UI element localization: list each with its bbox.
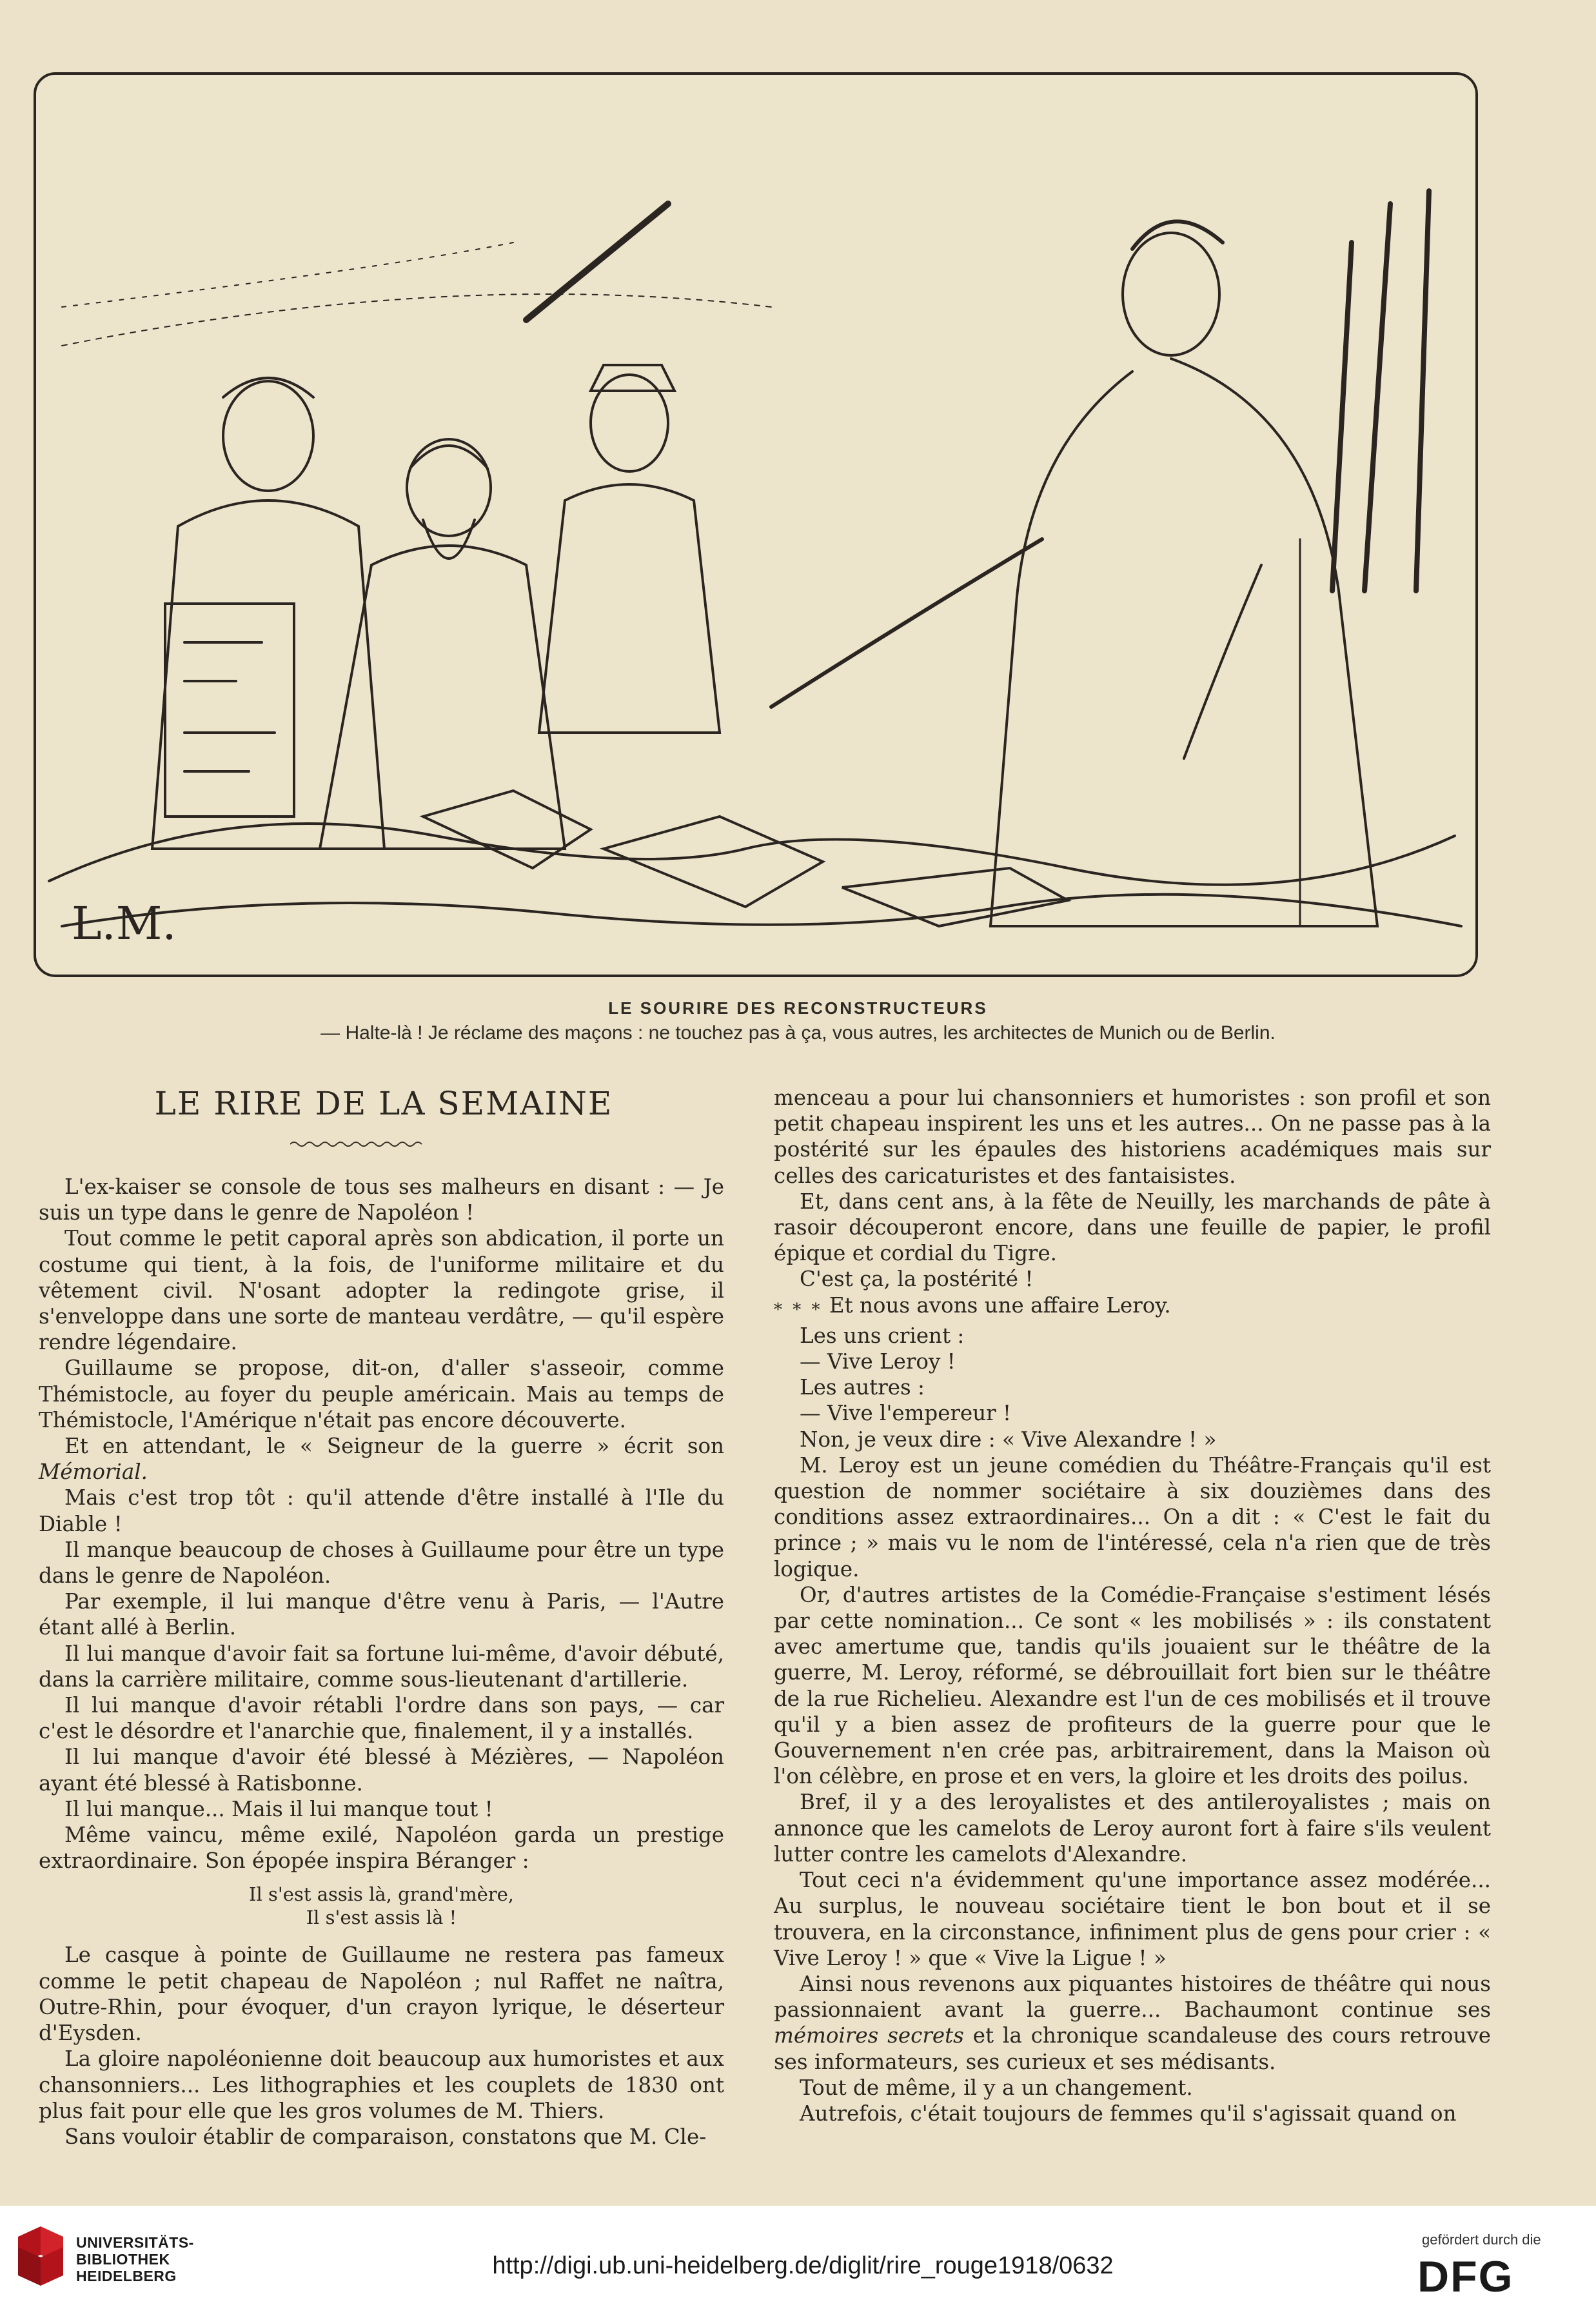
paragraph: La gloire napoléonienne doit beaucoup aux humoristes et aux chansonniers... Les lithographies et les couplets de 1830 ont plus fait pour elle que les gros volumes de M. Thiers. [39,2046,724,2123]
italic-title: mémoires secrets [774,2023,964,2048]
italic-title: Mémorial. [39,1460,148,1485]
paragraph: Il manque beaucoup de choses à Guillaume pour être un type dans le genre de Napoléon. [39,1537,724,1589]
document-url-link[interactable]: http://digi.ub.uni-heidelberg.de/diglit/rire_rouge1918/0632 [492,2252,1114,2279]
paragraph: Le casque à pointe de Guillaume ne restera pas fameux comme le petit chapeau de Napoléon ; nul Raffet ne naîtra, Outre-Rhin, pour évoquer, d'un crayon lyrique, le déserteur d'Eysden. [39,1943,724,2046]
artist-signature: L.M. [72,897,177,950]
title-ornament [290,1139,426,1149]
paragraph: Par exemple, il lui manque d'être venu à Paris, — l'Autre étant allé à Berlin. [39,1589,724,1640]
paragraph: Autrefois, c'était toujours de femmes qu'il s'agissait quand on [800,2101,1457,2126]
paragraph: Or, d'autres artistes de la Comédie-Française s'estiment lésés par cette nomination... Ce sont « les mobilisés » : ils constatent avec amertume que, tandis qu'ils jouaient sur le théâtre de la guerre, M. Leroy, réformé, se débrouillait fort bien sur le théâtre de la rue Richelieu. Alexandre est l'un de ces mobilisés et il trouve qu'il y a bien assez de profiteurs de la guerre pour que le Gouvernement n'en crée pas, arbitrairement, dans la Maison où l'on célèbre, en prose et en vers, la gloire et les droits des poilus. [774,1582,1491,1789]
paragraph-text: Et nous avons une affaire Leroy. [829,1292,1171,1318]
cartoon-caption-text: — Halte-là ! Je réclame des maçons : ne touchez pas à ça, vous autres, les architectes de Munich ou de Berlin. [320,1022,1276,1044]
digitization-footer [0,2206,1596,2307]
paragraph: Il lui manque d'avoir été blessé à Mézières, — Napoléon ayant été blessé à Ratisbonne. [39,1745,724,1796]
paragraph: Tout comme le petit caporal après son abdication, il porte un costume qui tient, à la fois, de l'uniforme militaire et du vêtement civil. N'osant adopter la redingote grise, il s'enveloppe dans une sorte de manteau verdâtre, — qu'il espère rendre légendaire. [39,1226,724,1355]
paragraph: M. Leroy est un jeune comédien du Théâtre-Français qu'il est question de nommer sociétaire à six douzièmes dans des conditions assez extraordinaires... On a dit : « C'est le fait du prince ; » mais vu le nom de l'intéressé, cela n'a rien que de très logique. [774,1452,1491,1581]
section-separator: * * * [774,1300,823,1320]
verse-line: Il s'est assis là ! [306,1906,457,1929]
paragraph: Tout de même, il y a un changement. [800,2075,1193,2100]
paragraph-text: et la chronique scandaleuse des cours retrouve ses informateurs, ses curieux et ses médisants. [774,2023,1492,2074]
library-name-line: BIBLIOTHEK [76,2251,170,2268]
paragraph: Et, dans cent ans, à la fête de Neuilly, les marchands de pâte à rasoir découperont encore, dans une feuille de papier, le profil épique et cordial du Tigre. [774,1189,1491,1266]
paragraph: Guillaume se propose, dit-on, d'aller s'asseoir, comme Thémistocle, au foyer du peuple américain. Mais au temps de Thémistocle, l'Amérique n'était pas encore découverte. [39,1356,724,1432]
university-library-logo-icon [14,2224,67,2288]
university-library-name [76,2234,194,2284]
paragraph: — Vive Leroy ! [800,1349,956,1374]
paragraph: Sans vouloir établir de comparaison, constatons que M. Cle- [64,2124,707,2149]
cartoon-illustration [34,72,1478,977]
paragraph: — Vive l'empereur ! [800,1401,1012,1426]
paragraph: Non, je veux dire : « Vive Alexandre ! » [800,1427,1217,1452]
article-title: LE RIRE DE LA SEMAINE [154,1085,613,1122]
paragraph [39,1433,724,1485]
paragraph: Il lui manque d'avoir rétabli l'ordre dans son pays, — car c'est le désordre et l'anarchie que, finalement, il y a installés. [39,1693,724,1744]
paragraph: C'est ça, la postérité ! [800,1267,1034,1292]
paragraph: Même vaincu, même exilé, Napoléon garda un prestige extraordinaire. Son épopée inspira Béranger : [39,1823,724,1874]
cartoon-caption-title: LE SOURIRE DES RECONSTRUCTEURS [608,998,988,1018]
paragraph: Il lui manque... Mais il lui manque tout ! [64,1796,493,1821]
verse-quote [39,1883,724,1929]
library-name-line: UNIVERSITÄTS- [76,2234,194,2251]
funding-label: gefördert durch die [1422,2232,1541,2248]
paragraph-text: Et en attendant, le « Seigneur de la guerre » écrit son [64,1434,724,1459]
cartoon-drawing [36,75,1475,975]
paragraph: L'ex-kaiser se console de tous ses malheurs en disant : — Je suis un type dans le genre de Napoléon ! [39,1174,724,1225]
dfg-logo: DFG [1417,2252,1514,2301]
paragraph: Il lui manque d'avoir fait sa fortune lui-même, d'avoir débuté, dans la carrière militaire, comme sous-lieutenant d'artillerie. [39,1641,724,1692]
verse-line: Il s'est assis là, grand'mère, [249,1883,514,1906]
paragraph: menceau a pour lui chansonniers et humoristes : son profil et son petit chapeau inspirent les uns et les autres... On ne passe pas à la postérité sur les épaules des historiens académiques mais sur celles des caricaturistes et des fantaisistes. [774,1085,1491,1188]
paragraph-text: Ainsi nous revenons aux piquantes histoires de théâtre qui nous passionnaient avant la guerre... Bachaumont continue ses [774,1971,1491,2023]
paragraph: Les uns crient : [800,1323,965,1348]
article-column-right [774,1085,1491,2126]
library-name-line: HEIDELBERG [76,2268,177,2284]
paragraph: Tout ceci n'a évidemment qu'une importance assez modérée... Au surplus, le nouveau sociétaire tient le bon bout et il se trouvera, en la circonstance, infiniment plus de gens pour crier : « Vive Leroy ! » que « Vive la Ligue ! » [774,1868,1491,1970]
article-column-left [39,1174,724,2150]
paragraph [774,1971,1491,2075]
paragraph: Mais c'est trop tôt : qu'il attende d'être installé à l'Ile du Diable ! [39,1485,724,1536]
paragraph [774,1292,1491,1323]
paragraph: Bref, il y a des leroyalistes et des antileroyalistes ; mais on annonce que les camelots de Leroy auront fort à faire s'ils veulent lutter contre les camelots d'Alexandre. [774,1790,1491,1866]
paragraph: Les autres : [800,1375,925,1400]
